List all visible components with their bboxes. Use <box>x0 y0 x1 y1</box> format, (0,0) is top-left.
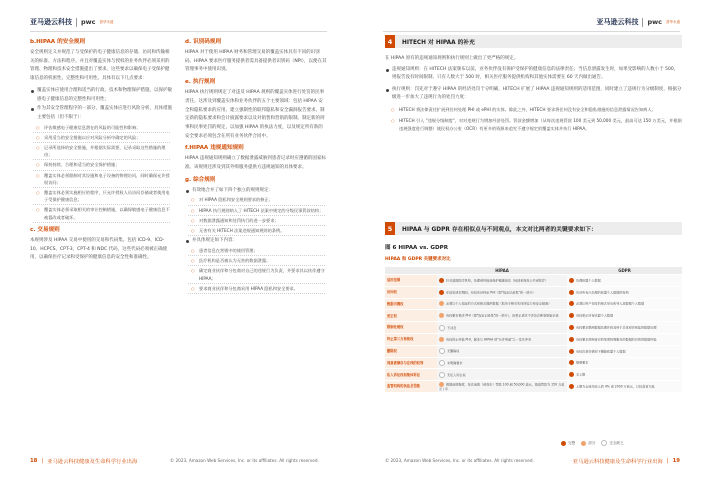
section-body-4 <box>385 55 682 135</box>
gdpr-cell-text: 必须让用户在时的格式导出和导入其数据个人数据 <box>576 301 645 306</box>
figure-subtitle: HIPAA 和 GDPR 关键要求对比 <box>385 257 451 262</box>
hipaa-cell <box>437 275 567 287</box>
table-header-row <box>385 267 682 275</box>
gdpr-cell-text: 强制要求 <box>576 360 589 365</box>
bullet-item: 并具体规定如下内容： <box>185 237 327 246</box>
gdpr-cell-text: 支上限 <box>576 372 586 377</box>
hipaa-cell <box>437 286 567 298</box>
sub-bullet-item: ○ 覆盖实体必须实施相应的程序，只允许授权人员访问存储或者使用电子受保护健康信息； <box>30 189 172 203</box>
hipaa-cell-text: 根据违规程度，每次违规（或每年）罚款 100 到 50,000 美元，最高罚款为 150 万美元 / 年 <box>439 382 565 391</box>
full-rating-icon <box>569 360 574 365</box>
hipaa-cell-text: 无私人诉讼权 <box>447 372 466 377</box>
gdpr-cell-text: 访问所有已处理的欧盟个人数据的权利 <box>576 290 629 295</box>
sub-bullet-item: ○ 无害有关 HITECH 法案违规通知规则的条例。 <box>185 227 327 234</box>
empty-circle-icon <box>601 440 607 446</box>
figure-title: 图 6 HIPAA vs. GDPR <box>385 245 449 251</box>
logo-divider <box>642 18 643 27</box>
table-row <box>385 286 682 298</box>
footer-copyright: © 2023, Amazon Web Services, Inc. or its affiliates. All rights reserved. <box>385 458 534 463</box>
section-title-c: c. 交易规则 <box>30 226 60 233</box>
row-label: 限制处理权 <box>385 322 437 334</box>
gdpr-cell-text: 处理欧盟个人数据 <box>576 278 601 283</box>
legend-item-full: 完整 <box>561 441 575 446</box>
header-logos-left <box>30 15 114 29</box>
row-label: 删除权 <box>385 345 437 357</box>
full-rating-icon <box>569 313 574 318</box>
bullet-item: 覆盖实体应使用合理和适当的行政、技术和物理保护措施，以保护敏感电子健康信息的完整性和可用性； <box>30 87 172 104</box>
section-title: HITECH 对 HIPAA 的补充 <box>402 40 475 46</box>
row-label: 私人诉讼权和集体诉讼 <box>385 369 437 381</box>
full-circle-icon <box>561 441 566 446</box>
header-rule <box>30 31 327 32</box>
section-title-b: b.HIPAA 的安全规则 <box>30 39 86 45</box>
hipaa-cell <box>437 369 567 381</box>
section-number: 5 <box>385 222 395 235</box>
sub-bullet-item: ○ 覆盖实体必须采取相关的审计控制措施，以确保敏感电子健康信息不被篡改或者破坏。 <box>30 206 172 220</box>
bullet-item: 有效地合并了如下四个独立的规则规定： <box>185 187 327 196</box>
none-rating-icon <box>439 325 445 331</box>
hipaa-cell-text: 不涉及 <box>447 325 457 330</box>
comparison-table <box>385 267 682 393</box>
sub-bullet-item: ○ HITECH 引入 "违规分级制度"，对对违规行为增加经济处罚。罚款金额增加（从每次违规罚款 100 美元到 50,000 美元，最高可达 150 万美元，并根据违规强度进行调整）使民权办公室（OCR）有更多的资源来追究不遵守规定的覆盖实体并执行 HIPAA。 <box>385 117 682 133</box>
none-rating-icon <box>439 372 445 378</box>
part-rating-icon <box>439 337 444 342</box>
section-intro: 在 HIPAA 原有的违规通知规则和执行规则上做出了更严格的规定。 <box>385 56 519 61</box>
section-number: 4 <box>385 35 395 48</box>
row-label: 同意被储存与在线的权利 <box>385 357 437 369</box>
row-label: 访问权 <box>385 286 437 298</box>
pwc-logo-sub: 普华永道 <box>666 19 680 24</box>
row-label: 终止第三方持续权 <box>385 333 437 345</box>
full-rating-icon <box>439 278 444 283</box>
gdpr-cell <box>567 381 682 393</box>
page-number: 18 <box>30 458 38 464</box>
table-row <box>385 310 682 322</box>
section-para-f: HIPAA 违规通知规则确立了数据泄露威胁到患者记录时应遵循的国家标准。该规则还涉及到其外购服务提供方违规通知的具体要求。 <box>185 156 326 171</box>
page-number: 19 <box>672 458 680 464</box>
part-rating-icon <box>439 301 444 306</box>
hipaa-cell-text: 在信息请求期间，有权访问特定 PHI（即"指定记录集"的一部分） <box>446 290 536 295</box>
section-header-4 <box>385 35 682 48</box>
full-rating-icon <box>569 384 574 389</box>
section-para-d: HIPAA 对于使用 HIPAA 财务和管理交易的覆盖实体具有不同的识别码。HIPAA 要求医疗服务提供者需具备提供者识别码（NPI），以便在其管理事务中使用识别。 <box>185 50 327 73</box>
header-rule <box>383 31 680 32</box>
none-rating-icon <box>439 360 445 366</box>
full-rating-icon <box>439 290 444 295</box>
hipaa-cell-text: 无删除权 <box>447 349 460 354</box>
table-legend <box>561 440 624 446</box>
left-column-1 <box>30 38 172 266</box>
full-rating-icon <box>569 349 574 354</box>
table-row <box>385 333 682 345</box>
row-label: 适用范围 <box>385 275 437 287</box>
amazon-logo: 亚马逊云科技 <box>30 18 72 26</box>
gdpr-cell <box>567 333 682 345</box>
amazon-logo: 亚马逊云科技 <box>596 18 639 26</box>
hipaa-cell <box>437 333 567 345</box>
gdpr-cell <box>567 286 682 298</box>
legend-item-none: 完全缺乏 <box>601 440 623 446</box>
sub-bullet-item: ○ HIPAA 执行规则纳入了 HITECH 法案中规定的分级民事罚款结构； <box>185 207 327 214</box>
table-header-empty <box>385 267 437 275</box>
full-rating-icon <box>569 290 574 295</box>
bullet-item: 执行规则：罚先对于遵守 HIPAA 的经济处罚于分明确，HITECH 扩展了 HIPAA 违规通知规则的适用范围，同时建立了违规行为分级制度，根据分级进一步加大了违规行为的处罚力度： <box>385 86 682 102</box>
hipaa-cell <box>437 322 567 334</box>
hipaa-cell <box>437 381 567 393</box>
sub-bullet-item: ○ 对数据泄露通知和处罚执行的进一步要求； <box>185 217 327 224</box>
table-row <box>385 369 682 381</box>
full-rating-icon <box>569 301 574 306</box>
pwc-logo-sub: 普华永道 <box>99 19 114 24</box>
gdpr-cell <box>567 275 682 287</box>
hipaa-cell-text: 未明确要求 <box>447 360 463 365</box>
hipaa-cell <box>437 298 567 310</box>
left-column-2 <box>185 38 327 295</box>
sub-bullet-item: ○ 确定商业伙伴和分包商对自己的违规行为负责，并要求其以伙伴遵守 HIPAA； <box>185 267 327 281</box>
pwc-logo: pwc <box>81 18 96 26</box>
bullet-item: 作为其安全管理程序的一部分，覆盖实体应进行风险分析，具体措施主要包括（但不限于）： <box>30 105 172 122</box>
gdpr-cell <box>567 369 682 381</box>
sub-bullet-item: ○ 保持持续、合理和适当的安全保护措施； <box>30 161 172 168</box>
hipaa-cell <box>437 345 567 357</box>
gdpr-cell <box>567 345 682 357</box>
hipaa-cell <box>437 357 567 369</box>
section-para-c: 本规则涉及 HIPAA 交易中使用的交易和代码集。包括 ICD-9、ICD-10、HCPCS、CPT-3、CPT-4 和 NDC 代码，这些代码必须被正确使用，以确保医疗记录和受保护的健康信息的安全性和准确性。 <box>30 237 168 261</box>
footer-left: 18 | 亚马逊云科技健康及生命科学行业出海 <box>30 458 138 465</box>
section-para-b: 安全规则定义并规范了与受保护的电子健康信息的存储、访问和传输相关的标准、方法和程序。并且对覆盖实体与授权的业务伙伴必须采用的管理、物理和技术安全措施提出了要求。这些要求以确保电子受保护健康信息的机密性、完整性和可用性。具体有以下几点要求： <box>30 50 170 82</box>
section-header-5 <box>385 222 682 235</box>
row-label: 数据可携权 <box>385 298 437 310</box>
full-rating-icon <box>569 372 574 377</box>
none-rating-icon <box>439 348 445 354</box>
sub-bullet-item: ○ 采用适当的安全措施以应对风险分析中确定的风险； <box>30 134 172 141</box>
hipaa-cell-text: 有权要求更改 PHI（即"指定记录集"的一部分），但更正请求不涉及诊断等原始记录 <box>446 313 559 318</box>
section-title-d: d. 识别码规则 <box>185 39 222 45</box>
hipaa-cell-text: 必须以个人指定的方式和格式提供数据（取决于相关实体所能力和安全措施） <box>446 301 552 306</box>
gdpr-cell-text: 有权要求控制者对的某项特殊服务的数据的目的的数据传输 <box>576 337 657 342</box>
bullet-item: 违规通知规则：在 HITECH 法案颁布以前，业务伙伴没有保护受保护的健康信息的法律责任；当信息泄露发生时，如果受影响的人数小于 500，则报告没有时间限制，只有人数大于 500 时，相关医疗服务提供机构和其他实体需要在 60 天内做出通告。 <box>385 66 682 82</box>
hipaa-cell <box>437 310 567 322</box>
full-rating-icon <box>569 325 574 330</box>
section-title: HIPAA 与 GDPR 存在相似点与不同观点，本文对比两者的关键要求如下： <box>402 227 597 233</box>
table-row <box>385 357 682 369</box>
sub-bullet-item: ○ HITECH 将法律责任扩展到任何处理 PHI 或 ePHI 的实体。除此之外，HITECH 要求将任何没有安全和隐私措施的信息泄露情况告知病人； <box>385 106 682 114</box>
row-label: 监管机构的执法及罚款 <box>385 381 437 393</box>
gdpr-cell <box>567 310 682 322</box>
page-right <box>355 0 710 481</box>
header-logos-right <box>596 15 680 29</box>
sub-bullet-item: ○ 要求商业伙伴和分包商采用 HIPAA 隐私和安全要求。 <box>185 285 327 292</box>
section-title-g: g. 综合规则 <box>185 176 216 183</box>
table-header-gdpr: GDPR <box>567 267 682 275</box>
section-title-f: f.HIPAA 违规通知规则 <box>185 145 244 152</box>
sub-bullet-item: ○ 对 HIPAA 隐私和安全规则要求的修正； <box>185 196 327 203</box>
footer-title: 亚马逊云科技健康及生命科学行业出海 <box>572 459 663 465</box>
footer-copyright: © 2023, Amazon Web Services, Inc. or its affiliates. All rights reserved. <box>170 458 319 463</box>
gdpr-cell <box>567 357 682 369</box>
hipaa-cell-text: 针对美国医疗机构，处理或传输受保护健康信息（包括承保及公共或医疗） <box>446 278 549 283</box>
gdpr-cell-text: 有权要求限制数据处理并将其用于总体或否则能的数据处理 <box>576 325 657 330</box>
sub-bullet-item: ○ 患者信息在营销中的使用管理； <box>185 247 327 254</box>
gdpr-cell <box>567 322 682 334</box>
table-row <box>385 381 682 393</box>
part-rating-icon <box>439 313 444 318</box>
half-circle-icon <box>581 441 586 446</box>
full-rating-icon <box>569 278 574 283</box>
sub-bullet-item: ○ 医疗机构是否被认为无害的数据泄露； <box>185 257 327 264</box>
hipaa-cell-text: 有权停止传输 PHI，除非与 HIPAA 的"允许用途"之一发生冲突 <box>446 337 532 342</box>
table-row <box>385 322 682 334</box>
section-para-e: HIPAA 执行规则规定了对违反 HIPAA 规则的覆盖实体进行处罚的民事责任。这涉及到覆盖实体和业务伙伴的五个主要领域：包括 HIPAA 安全和隐私要求的应用、建立强制性的联邦隐私和安全漏洞报告要求、制定新的隐私要求和会计披露要求以及对销售和营销的限制。制定新的刑事和民事处罚的规定，以加强 HIPAA 的执法力度，以及规定所有新的安全要求必须包含在所有业务伙伴合同中。 <box>185 90 325 139</box>
gdpr-cell <box>567 298 682 310</box>
gdpr-cell-text: 有权更正所有欧盟个人数据 <box>576 313 614 318</box>
sub-bullet-item: ○ 评估敏感电子健康信息潜在的风险的可能性和影响； <box>30 124 172 131</box>
footer-title: 亚马逊云科技健康及生命科学行业出海 <box>47 459 138 465</box>
table-row <box>385 275 682 287</box>
table-row <box>385 345 682 357</box>
sub-bullet-item: ○ 覆盖实体必须限制对其设施和电子设备的物理访问，同时确保允许授权访问； <box>30 172 172 186</box>
full-rating-icon <box>569 337 574 342</box>
section-title-e: e. 执行规则 <box>185 79 216 86</box>
legend-item-part: 部分 <box>581 441 595 446</box>
table-row <box>385 298 682 310</box>
sub-bullet-item: ○ 记录所选择的安全措施，并根据实际需要，记录采取这些措施的理由； <box>30 144 172 158</box>
table-header-hipaa: HIPAA <box>437 267 567 275</box>
logo-divider <box>76 18 77 27</box>
pwc-logo: pwc <box>647 18 662 26</box>
table-body <box>385 275 682 393</box>
footer-right: 亚马逊云科技健康及生命科学行业出海 | 19 <box>572 458 680 465</box>
gdpr-cell-text: 上限为全球年收入的 4% 或 2000 万欧元，以较高者为准 <box>576 384 655 389</box>
row-label: 更正权 <box>385 310 437 322</box>
gdpr-cell-text: 有权在某些情况下删除欧盟个人数据 <box>576 349 626 354</box>
